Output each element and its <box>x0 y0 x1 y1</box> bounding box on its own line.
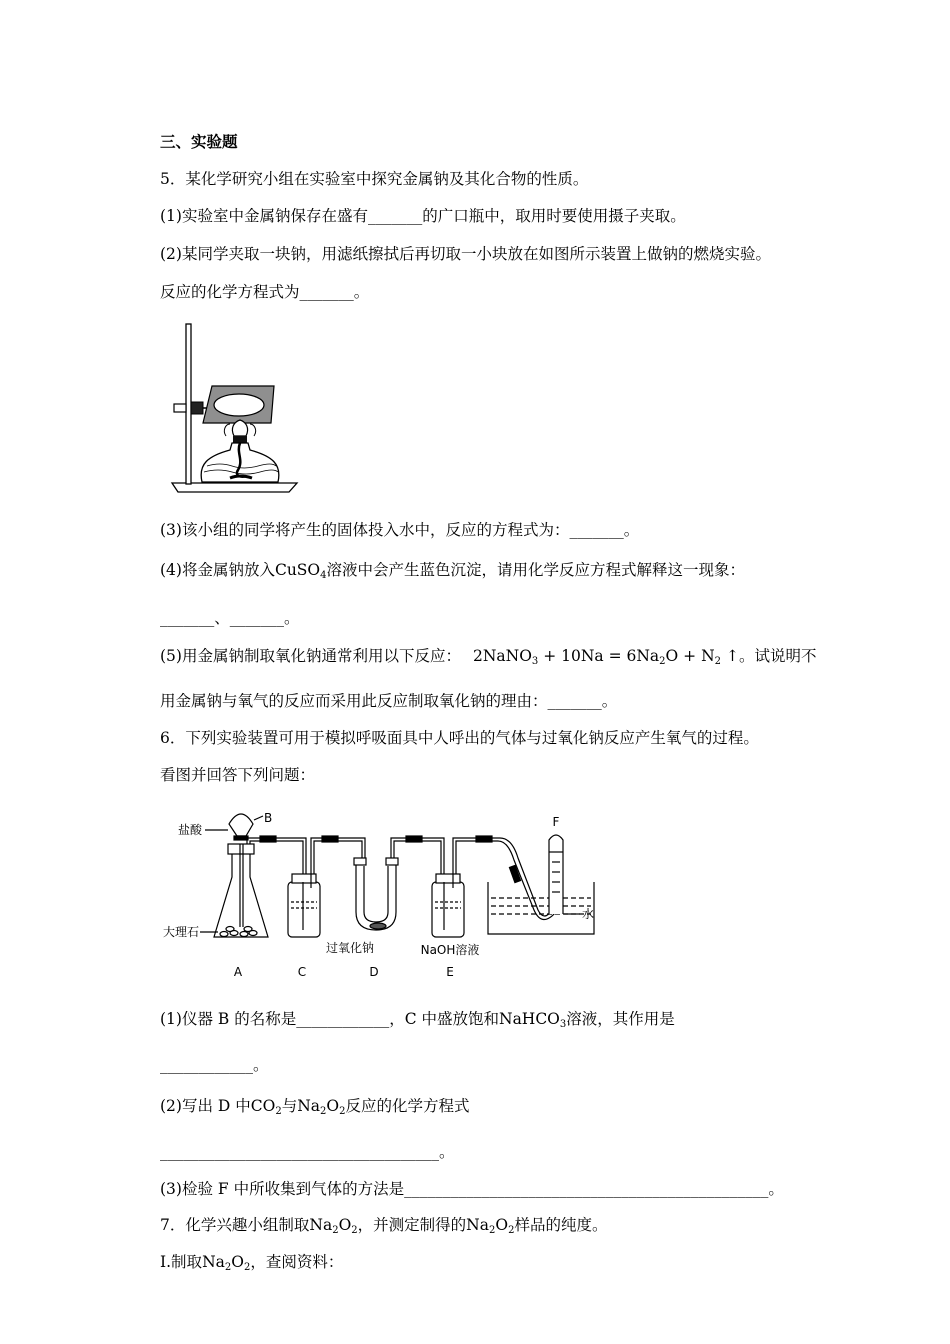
q6-part1: (1)仪器 B 的名称是____________，C 中盛放饱和NaHCO$_3$溶液，其作用是 <box>160 1010 675 1030</box>
label-a: A <box>233 965 243 979</box>
na2o2-formula-1: $Na_2O_2$ <box>309 1216 358 1236</box>
q5-part5: (5)用金属钠制取氧化钠通常利用以下反应： 2NaNO$_3$ + $10Na = 6Na_2O + N_2$ ↑。试说明不 <box>160 647 817 667</box>
na2o2-formula-2: $Na_2O_2$ <box>466 1216 515 1236</box>
lamp-cap <box>233 436 247 443</box>
label-e: E <box>446 965 454 979</box>
q6-stem-line2: 看图并回答下列问题： <box>160 766 316 784</box>
q6-stem-line1: 6．下列实验装置可用于模拟呼吸面具中人呼出的气体与过氧化钠反应产生氧气的过程。 <box>160 729 759 747</box>
q5-part4: (4)将金属钠放入CuSO$_4$溶液中会产生蓝色沉淀，请用化学反应方程式解释这一现象： <box>160 561 746 581</box>
sodium-combustion-figure <box>160 318 310 502</box>
q5-part5-line2: 用金属钠与氧气的反应而采用此反应制取氧化钠的理由：_______。 <box>160 692 618 710</box>
q7-stem: 7．化学兴趣小组制取$Na_2O_2$，并测定制得的$Na_2O_2$样品的纯度。 <box>160 1216 608 1236</box>
respirator-apparatus-svg <box>160 802 630 987</box>
bottle-e <box>432 882 464 937</box>
q5-part4-blanks: _______、_______。 <box>160 609 300 627</box>
stand-rod <box>186 324 191 484</box>
q7-part1: I.制取$Na_2O_2$，查阅资料： <box>160 1253 344 1273</box>
label-water: 水 <box>582 907 595 921</box>
label-marble: 大理石 <box>162 925 199 939</box>
gas-tube-f <box>549 835 563 914</box>
q6-part3: (3)检验 F 中所收集到气体的方法是_______________________________________________。 <box>160 1180 784 1198</box>
label-b: B <box>264 811 273 825</box>
u-tube-d <box>356 864 396 930</box>
q5-part2-line1: (2)某同学夹取一块钠，用滤纸擦拭后再切取一小块放在如图所示装置上做钠的燃烧实验。 <box>160 245 771 263</box>
sodium-combustion-svg <box>160 318 310 498</box>
reaction-equation: 2NaNO$_3$ + $10Na = 6Na_2O + N_2$ ↑ <box>472 647 739 667</box>
clamp-block <box>191 402 203 414</box>
respirator-apparatus-figure <box>160 802 630 991</box>
q6-part2: (2)写出 D 中$CO_2$与$Na_2O_2$反应的化学方程式 <box>160 1097 470 1117</box>
flask-a <box>214 852 268 937</box>
label-na2o2: 过氧化钠 <box>325 941 375 955</box>
q5-part1: (1)实验室中金属钠保存在盛有_______的广口瓶中，取用时要使用摄子夹取。 <box>160 207 686 225</box>
bottle-c <box>288 882 320 937</box>
q6-part1-blank: ____________。 <box>160 1056 269 1074</box>
q5-part2-line2: 反应的化学方程式为_______。 <box>160 283 370 301</box>
cuso4-formula: CuSO$_4$ <box>274 561 327 581</box>
na2o2-formula-3: $Na_2O_2$ <box>202 1253 251 1273</box>
na2o2-formula: $Na_2O_2$ <box>297 1097 346 1117</box>
gauze-center <box>214 394 264 416</box>
clamp-screw <box>174 404 186 412</box>
label-naoh: NaOH溶液 <box>420 943 480 957</box>
co2-formula: $CO_2$ <box>250 1097 282 1117</box>
q5-part3: (3)该小组的同学将产生的固体投入水中，反应的方程式为：_______。 <box>160 521 640 539</box>
section-title: 三、实验题 <box>160 132 238 151</box>
separatory-funnel <box>229 814 253 836</box>
label-f: F <box>552 815 560 829</box>
label-d: D <box>369 965 379 979</box>
nahco3-formula: NaHCO$_3$ <box>499 1010 567 1030</box>
label-hcl: 盐酸 <box>177 823 202 837</box>
label-c: C <box>297 965 307 979</box>
q5-stem: 5．某化学研究小组在实验室中探究金属钠及其化合物的性质。 <box>160 170 589 188</box>
water-trough <box>488 882 594 934</box>
q6-part2-blank: ____________________________________。 <box>160 1143 455 1161</box>
